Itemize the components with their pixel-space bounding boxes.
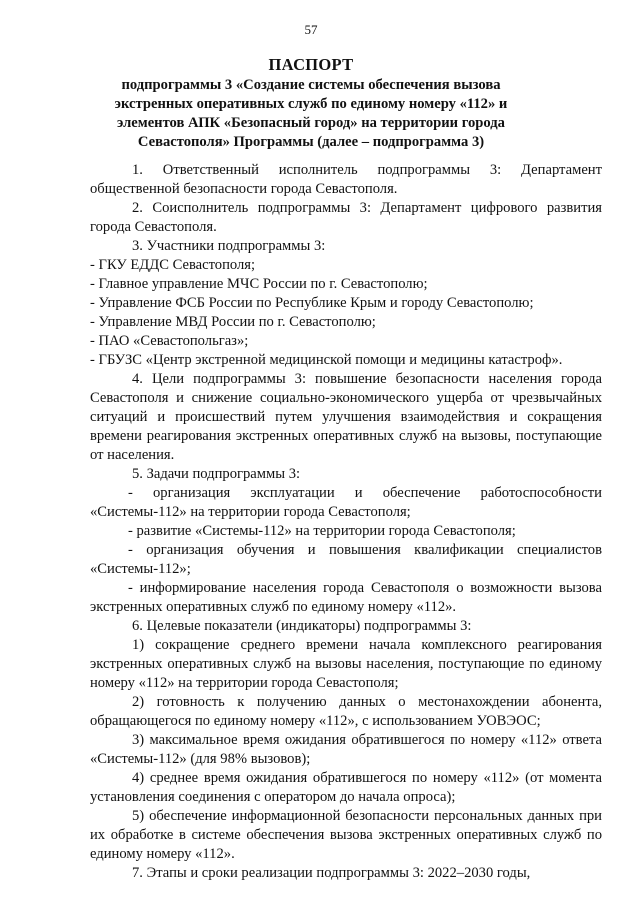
paragraph: 2. Соисполнитель подпрограммы 3: Департамент цифрового развития города Севастополя. — [90, 200, 602, 235]
list-item: - ГБУЗС «Центр экстренной медицинской помощи и медицины катастроф». — [90, 352, 563, 368]
list-item: - Управление ФСБ России по Республике Крым и городу Севастополю; — [90, 295, 534, 311]
document-title: ПАСПОРТ — [268, 55, 354, 74]
paragraph: 5. Задачи подпрограммы 3: — [132, 466, 301, 482]
paragraph: 1) сокращение среднего времени начала комплексного реагирования экстренных оперативных служб на вызовы населения, поступающие по единому номеру «112» на территории города Севастополя; — [90, 637, 602, 691]
list-item: - ГКУ ЕДДС Севастополя; — [90, 257, 256, 273]
list-item: - Главное управление МЧС России по г. Севастополю; — [90, 276, 428, 292]
paragraph: 3) максимальное время ожидания обратившегося по номеру «112» ответа «Системы-112» (для 98% вызовов); — [90, 732, 602, 767]
paragraph: 4. Цели подпрограммы 3: повышение безопасности населения города Севастополя и снижение социально-экономического ущерба от чрезвычайных ситуаций и происшествий путем улучшения взаимодействия и сокращения времени реагирования экстренных оперативных служб на вызовы, поступающие от населения. — [90, 371, 602, 463]
list-item: - Управление МВД России по г. Севастополю; — [90, 314, 376, 330]
list-item: - информирование населения города Севастополя о возможности вызова экстренных оперативных служб по единому номеру «112». — [90, 580, 602, 615]
list-item: - организация обучения и повышения квалификации специалистов «Системы-112»; — [90, 542, 602, 577]
paragraph: 6. Целевые показатели (индикаторы) подпрограммы 3: — [132, 618, 472, 634]
paragraph: 4) среднее время ожидания обратившегося по номеру «112» (от момента установления соединения с оператором до начала опроса); — [90, 770, 602, 805]
paragraph: 7. Этапы и сроки реализации подпрограммы 3: 2022–2030 годы, — [132, 865, 531, 881]
list-item: - развитие «Системы-112» на территории города Севастополя; — [128, 523, 516, 539]
paragraph: 3. Участники подпрограммы 3: — [132, 238, 326, 254]
paragraph: 5) обеспечение информационной безопасности персональных данных при их обработке в системе обеспечения вызова экстренных оперативных служб по единому номеру «112». — [90, 808, 602, 862]
paragraph: 1. Ответственный исполнитель подпрограммы 3: Департамент общественной безопасности города Севастополя. — [90, 162, 602, 197]
document-subtitle: подпрограммы 3 «Создание системы обеспечения вызова экстренных оперативных служб по единому номеру «112» и элементов АПК «Безопасный город» на территории города Севастополя» Программы (далее – подпрограмма 3) — [114, 77, 508, 150]
list-item: - организация эксплуатации и обеспечение работоспособности «Системы-112» на территории города Севастополя; — [90, 485, 602, 520]
page-number: 57 — [304, 22, 318, 37]
document-body — [90, 161, 602, 883]
list-item: - ПАО «Севастопольгаз»; — [90, 333, 249, 349]
paragraph: 2) готовность к получению данных о местонахождении абонента, обращающегося по единому номеру «112», с использованием УОВЭОС; — [90, 694, 602, 729]
